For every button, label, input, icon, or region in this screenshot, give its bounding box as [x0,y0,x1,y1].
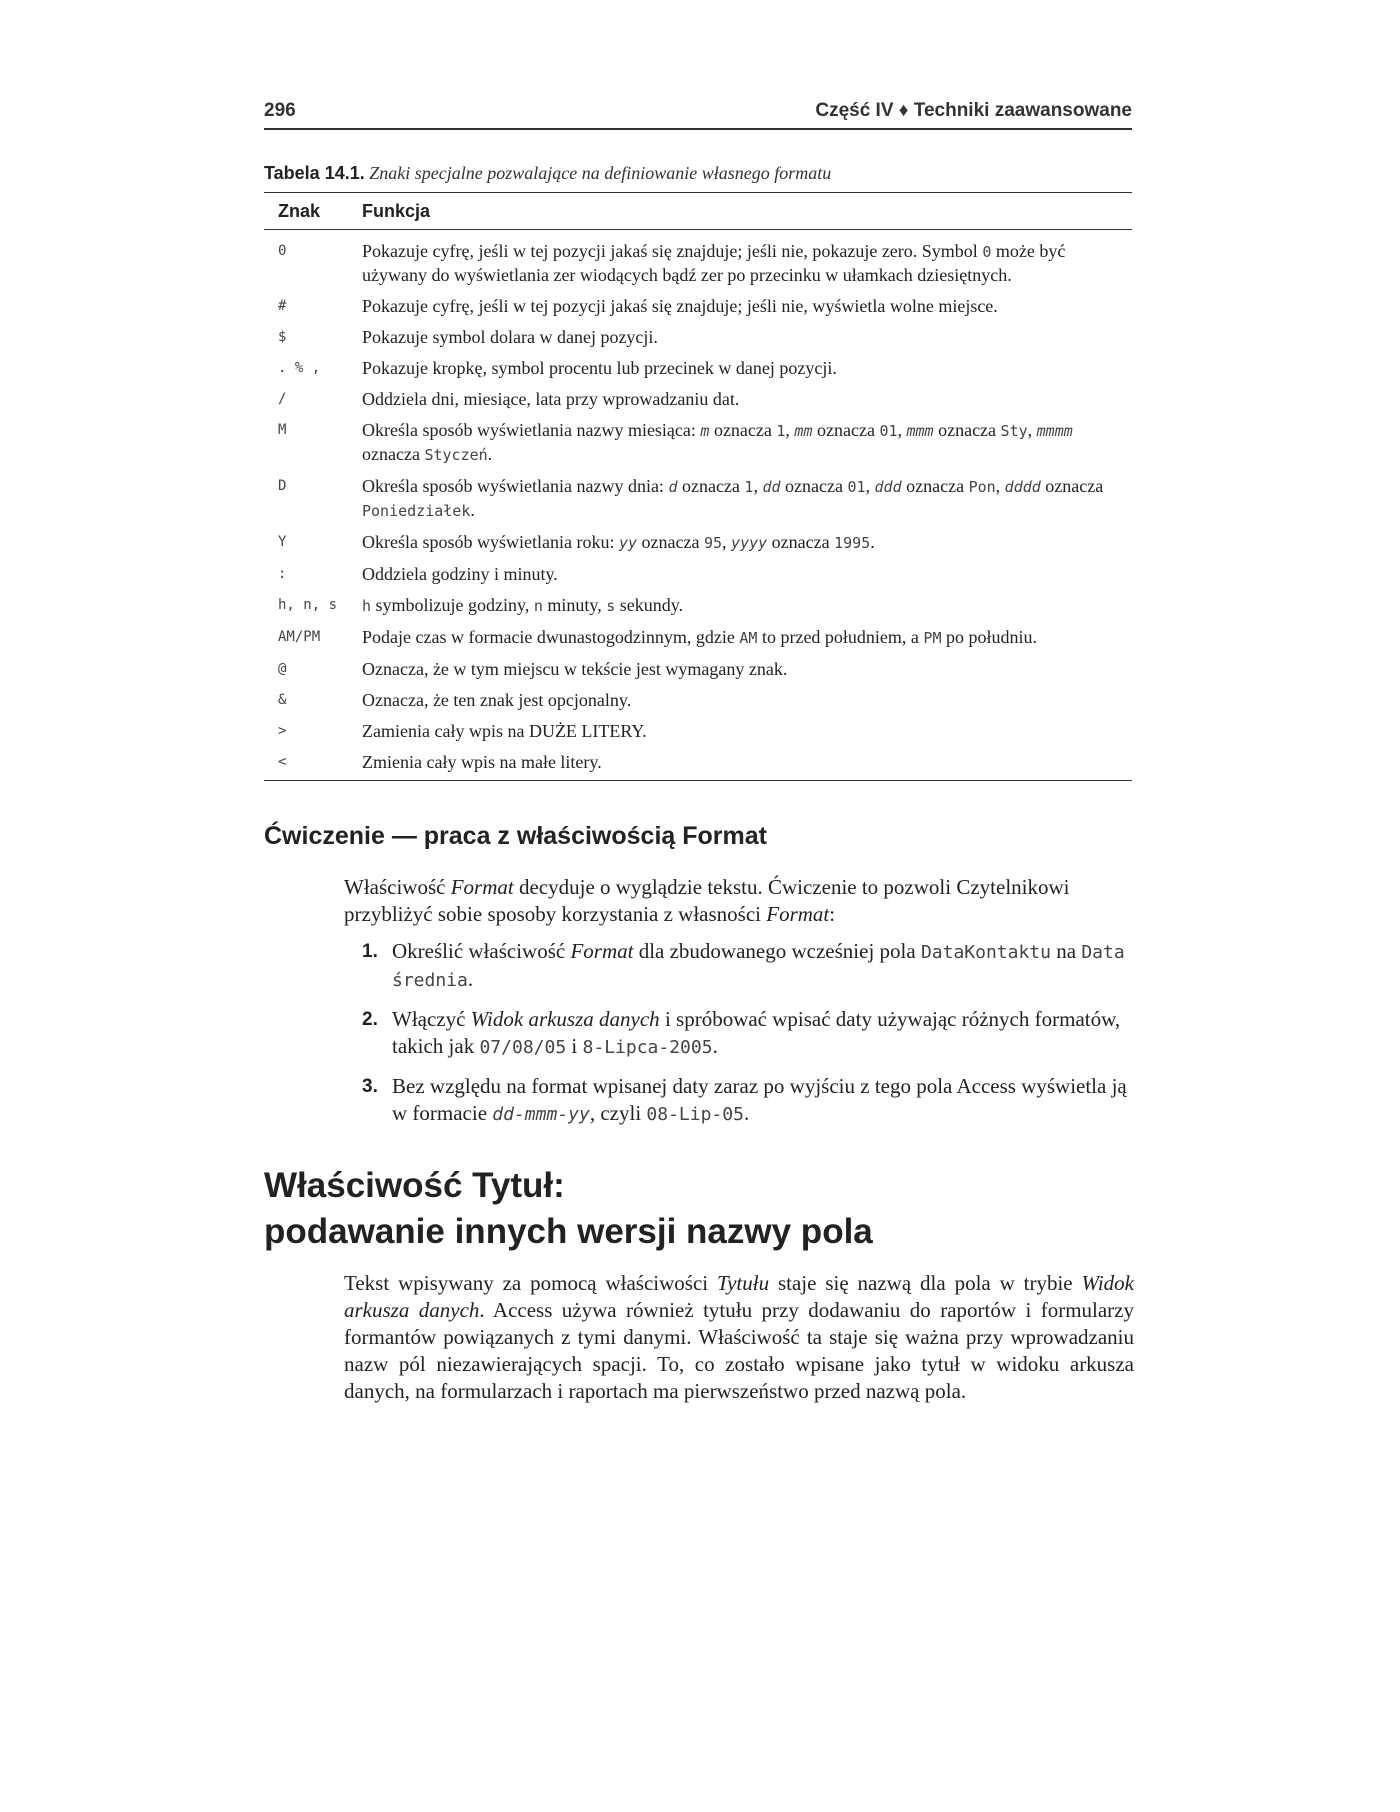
symbol-cell: $ [278,329,287,345]
table-row [264,622,1132,654]
code-run: s [606,597,616,615]
function-cell: Oznacza, że ten znak jest opcjonalny. [362,690,632,710]
code-run: m [700,422,710,440]
code-run: Poniedziałek [362,502,471,520]
exercise-heading: Ćwiczenie — praca z właściwością Format [264,822,767,850]
function-cell [362,527,1132,559]
code-run: AM [739,629,758,647]
symbol-cell: @ [278,661,287,677]
code-run: 08-Lip-05 [646,1104,744,1125]
text-run: oznacza [812,420,880,440]
code-run: 95 [703,534,723,552]
symbol-cell: . % , [278,360,321,376]
column-header-symbol: Znak [264,193,362,230]
text-run: oznacza [362,444,425,464]
table-caption-text: Znaki specjalne pozwalające na definiowanie własnego formatu [369,163,832,183]
text-run: oznacza [901,476,969,496]
italic-run: Widok arkusza danych [344,1271,1134,1322]
function-cell [362,590,1132,622]
format-characters-table [264,192,1132,781]
text-run: . [470,500,475,520]
symbol-cell: : [278,566,287,582]
function-cell: Zmienia cały wpis na małe litery. [362,747,1132,781]
table-row [264,716,1132,747]
table-row [264,353,1132,384]
function-cell: Pokazuje kropkę, symbol procentu lub przecinek w danej pozycji. [362,358,837,378]
table-row [264,471,1132,527]
italic-run: Format [570,939,634,963]
step-item [362,1073,1132,1128]
text-run: oznacza [780,476,848,496]
text-run: , [785,420,795,440]
text-run: . [743,1101,750,1125]
code-run: DataKontaktu [920,942,1051,963]
text-run: , [753,476,763,496]
table-row [264,747,1132,781]
table-row [264,559,1132,590]
code-run: 01 [879,422,898,440]
code-run: Data średnia [392,942,1125,991]
text-run: oznacza [709,420,777,440]
text-run: Pokazuje cyfrę, jeśli w tej pozycji jakaś się znajduje; jeśli nie, pokazuje zero. Symbol [362,241,983,261]
code-run: h [362,597,372,615]
text-run: oznacza [767,532,835,552]
code-run: dddd [1004,478,1041,496]
function-cell: Zamienia cały wpis na DUŻE LITERY. [362,721,647,741]
step-item [362,1006,1132,1061]
code-run: mmmm [1036,422,1073,440]
text-run: i [566,1034,583,1058]
table-header-row [264,193,1132,230]
text-run: na [1050,939,1082,963]
text-run: Określa sposób wyświetlania nazwy miesiąca: [362,420,701,440]
table-row [264,590,1132,622]
function-cell [362,471,1132,527]
text-run: Właściwość [344,875,451,899]
symbol-cell: h, n, s [278,597,338,613]
code-run: yyyy [731,534,768,552]
table-row [264,685,1132,716]
code-run: 1 [776,422,786,440]
italic-run: Format [450,875,514,899]
symbol-cell: < [264,747,362,781]
function-cell [362,415,1132,471]
code-run: Sty [1000,422,1028,440]
text-run: dla zbudowanego wcześniej pola [633,939,921,963]
function-cell [362,230,1132,292]
text-run: , [1027,420,1037,440]
table-row [264,291,1132,322]
text-run: oznacza [677,476,745,496]
text-run: , [897,420,907,440]
page-number: 296 [264,100,296,121]
section-heading [264,1163,873,1255]
code-run: Pon [968,478,996,496]
text-run: oznacza [1040,476,1104,496]
text-run: staje się nazwą dla pola w trybie [769,1271,1082,1295]
step-item [362,938,1132,994]
symbol-cell: M [278,422,287,438]
section-heading-line1: Właściwość Tytuł: [264,1166,565,1205]
text-run: sekundy. [615,595,684,615]
text-run: symbolizuje godziny, [371,595,534,615]
exercise-intro [344,874,1134,928]
function-cell: Pokazuje symbol dolara w danej pozycji. [362,327,658,347]
code-run: yy [618,534,638,552]
function-cell [362,622,1132,654]
code-run: mmm [906,422,934,440]
code-run: Styczeń [424,446,488,464]
function-cell: Oddziela godziny i minuty. [362,564,558,584]
symbol-cell: / [278,391,287,407]
text-run: , czyli [589,1101,647,1125]
text-run: Podaje czas w formacie dwunastogodzinnym, gdzie [362,627,740,647]
symbol-cell: 0 [278,243,287,259]
code-run: dd-mmm-yy [492,1104,590,1125]
table-row [264,527,1132,559]
symbol-cell: & [278,692,287,708]
text-run: i spróbować wpisać daty używając różnych formatów, takich jak [392,1007,1121,1058]
code-run: d [668,478,678,496]
code-run: mm [794,422,813,440]
symbol-cell: Y [278,534,287,550]
function-cell: Oddziela dni, miesiące, lata przy wprowadzaniu dat. [362,389,740,409]
table-row [264,322,1132,353]
text-run: . [487,444,493,464]
text-run: : [829,902,836,926]
text-run: . [712,1034,718,1058]
italic-run: Widok arkusza danych [470,1007,660,1031]
section-heading-line2: podawanie innych wersji nazwy pola [264,1212,873,1251]
code-run: 01 [847,478,866,496]
text-run: Tekst wpisywany za pomocą właściwości [344,1271,717,1295]
step-number: 2. [362,1009,378,1030]
symbol-cell: D [278,478,287,494]
text-run: . Access używa również tytułu przy dodawaniu do raportów i formularzy formantów powiązanych z tymi danymi. Właściwość ta staje się ważna przy wprowadzaniu nazw pól niezawierających spacji. To, co zostało wpisane jako tytuł w widoku arkusza danych, na formularzach i raportach ma pierwszeństwo przed nazwą pola. [344,1298,1134,1403]
code-run: dd [762,478,781,496]
code-run: 07/08/05 [479,1037,567,1058]
italic-run: Format [766,902,830,926]
table-row [264,230,1132,292]
table-row [264,384,1132,415]
table-row [264,654,1132,685]
table-row [264,415,1132,471]
text-run: , [865,476,875,496]
text-run: , [722,532,732,552]
running-title: Część IV ♦ Techniki zaawansowane [815,100,1132,121]
text-run: decyduje o wyglądzie tekstu. Ćwiczenie to pozwoli Czytelnikowi przybliżyć sobie sposoby korzystania z własności [344,875,1070,926]
exercise-steps [362,938,1132,1140]
code-run: ddd [874,478,902,496]
text-run: oznacza [637,532,704,552]
text-run: Określa sposób wyświetlania roku: [362,532,619,552]
section-paragraph [344,1270,1134,1405]
code-run: 1995 [834,534,871,552]
code-run: 8-Lipca-2005 [582,1037,713,1058]
code-run: 1 [744,478,754,496]
running-header [264,98,1132,130]
step-number: 3. [362,1076,378,1097]
code-run: n [533,597,543,615]
text-run: . [467,967,474,991]
code-run: PM [923,629,942,647]
table-caption [264,163,1132,184]
text-run: , [995,476,1005,496]
code-run: 0 [982,243,992,261]
text-run: Określić właściwość [392,939,571,963]
text-run: Określa sposób wyświetlania nazwy dnia: [362,476,669,496]
function-cell: Oznacza, że w tym miejscu w tekście jest wymagany znak. [362,659,788,679]
text-run: Włączyć [392,1007,471,1031]
text-run: może być używany do wyświetlania zer wiodących bądź zer po przecinku w ułamkach dziesiętnych. [362,241,1066,285]
text-run: to przed południem, a [757,627,924,647]
italic-run: Tytułu [716,1271,770,1295]
symbol-cell: # [278,298,287,314]
function-cell: Pokazuje cyfrę, jeśli w tej pozycji jakaś się znajduje; jeśli nie, wyświetla wolne miejsce. [362,296,998,316]
text-run: minuty, [542,595,607,615]
symbol-cell: > [278,723,287,739]
step-number: 1. [362,941,378,962]
text-run: oznacza [933,420,1001,440]
text-run: . [870,532,875,552]
symbol-cell: AM/PM [278,629,321,645]
text-run: po południu. [941,627,1037,647]
table-caption-label: Tabela 14.1. [264,163,365,183]
text-run: Bez względu na format wpisanej daty zaraz po wyjściu z tego pola Access wyświetla ją w formacie [392,1074,1127,1125]
column-header-function: Funkcja [362,193,1132,230]
